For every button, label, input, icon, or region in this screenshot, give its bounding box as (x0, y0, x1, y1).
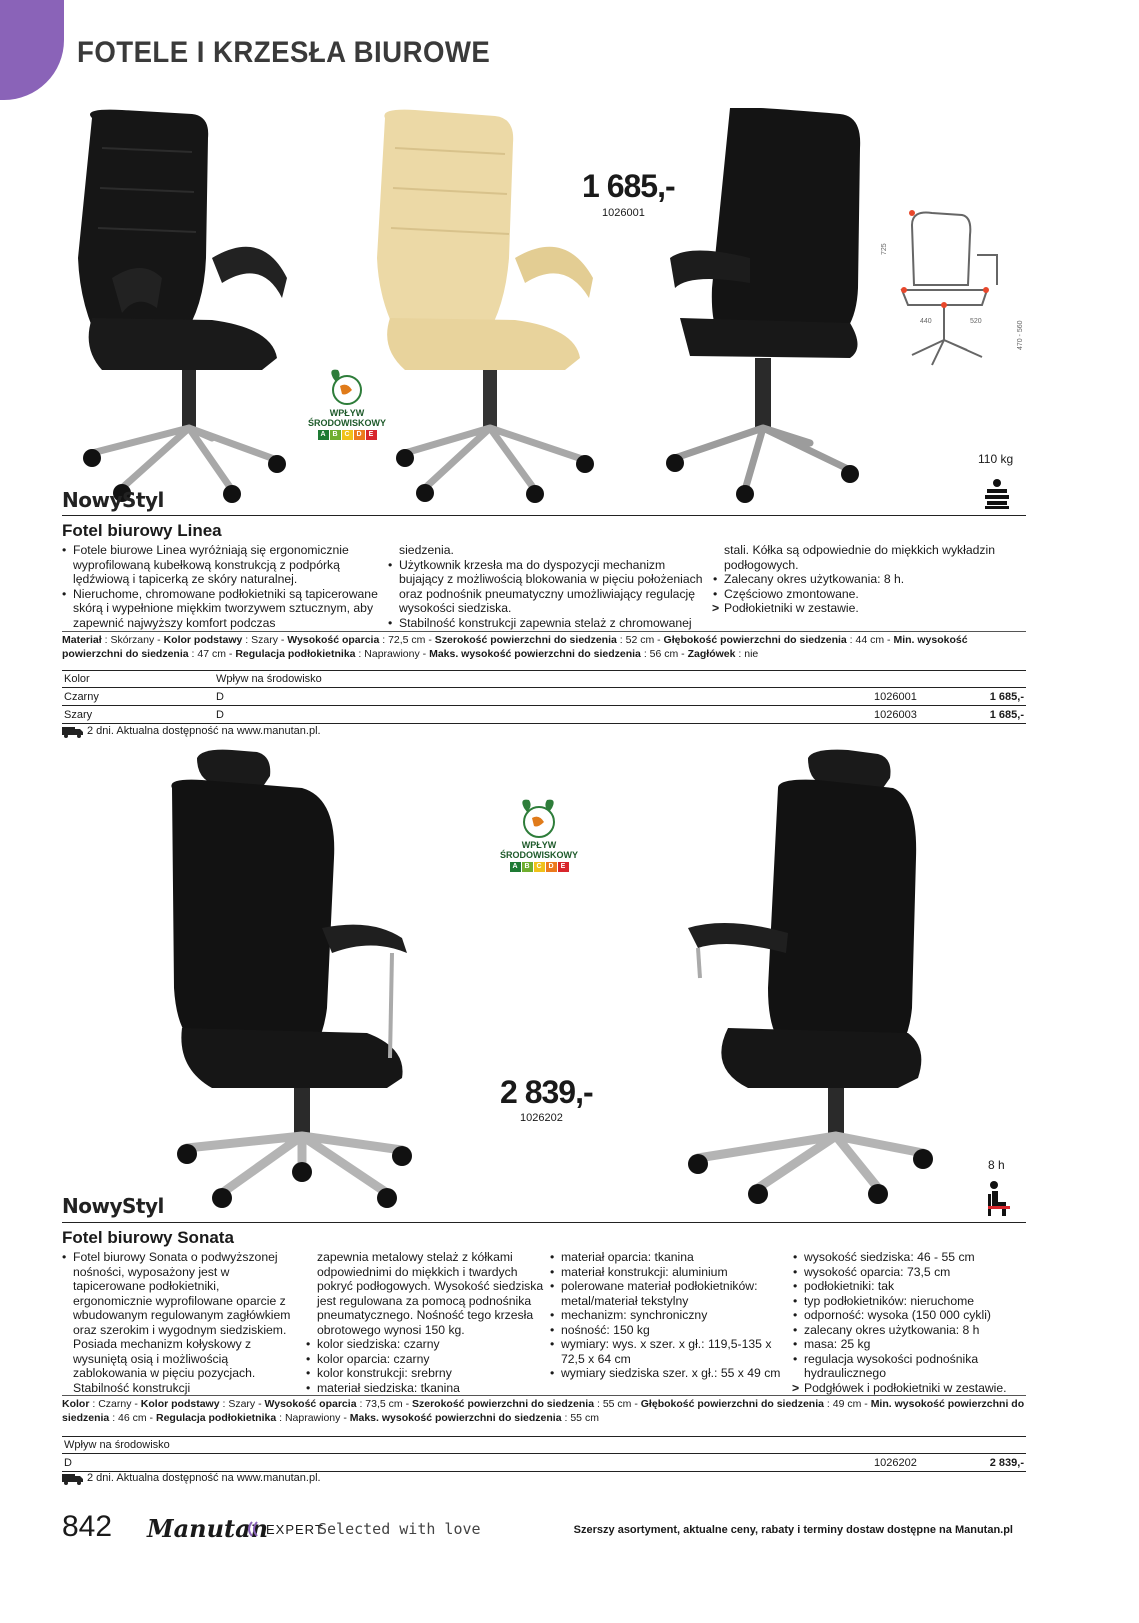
dim-seat-height: 470 - 560 (1017, 320, 1024, 350)
desc-item: • kolor oparcia: czarny (306, 1352, 544, 1367)
delivery-truck-icon (62, 1473, 84, 1485)
spec-value: 47 cm (197, 648, 226, 660)
spec-value: Szary (251, 634, 278, 646)
cell-eco: D (64, 1457, 72, 1469)
specs-divider (62, 1395, 1026, 1396)
desc-item: • materiał konstrukcji: aluminium (550, 1265, 786, 1280)
table-header-row (62, 671, 1026, 688)
spec-value: Szary (228, 1398, 256, 1410)
desc-item: • Fotele biurowe Linea wyróżniają się ergonomicznie wyprofilowaną kubełkową konstrukcją z podpórką lędźwiową i tapicerką ze skóry naturalnej. (62, 543, 382, 587)
desc-item: • materiał oparcia: tkanina (550, 1250, 786, 1265)
eco-grade-e: E (366, 430, 377, 440)
spec-value: 55 cm (570, 1412, 599, 1424)
cell-code: 1026001 (874, 691, 917, 703)
column-header-kolor: Kolor (64, 673, 90, 685)
desc-item: • kolor siedziska: czarny (306, 1337, 544, 1352)
product1-specs: Materiał : Skórzany - Kolor podstawy : Szary - Wysokość oparcia : 72,5 cm - Szerokość powierzchni do siedzenia : 52 cm - Głębokość powierzchni do siedzenia : 44 cm - Min. wysokość powierzchni do siedzenia : 47 cm - Regulacja podłokietnika : Naprawiony - Maks. wysokość powierzchni do siedzenia : 56 cm - Zagłówek : nie (62, 634, 968, 660)
spec-key: Zagłówek (687, 648, 736, 660)
spec-value: Czarny (98, 1398, 132, 1410)
specs-divider (62, 631, 1026, 632)
spec-value: nie (744, 648, 759, 660)
spec-value: 55 cm (602, 1398, 632, 1410)
spec-key: Szerokość powierzchni do siedzenia (434, 634, 617, 646)
eco-grade-a: A (318, 430, 329, 440)
product1-title: Fotel biurowy Linea (62, 521, 222, 540)
spec-key: Szerokość powierzchni do siedzenia (412, 1398, 595, 1410)
expert-label: EXPERT (266, 1522, 324, 1537)
eco-label-line2: ŚRODOWISKOWY (500, 850, 578, 860)
product2-availability: 2 dni. Aktualna dostępność na www.manutan.pl. (87, 1472, 321, 1484)
page-title: FOTELE I KRZESŁA BIUROWE (77, 36, 491, 69)
desc-item: • wymiary siedziska szer. x gł.: 55 x 49 cm (550, 1366, 786, 1381)
spec-key: Kolor podstawy (140, 1398, 220, 1410)
chair-linea-back-image (650, 108, 880, 503)
desc-item: • Częściowo zmontowane. (713, 587, 1023, 602)
product1-price: 1 685,- (582, 168, 675, 204)
cell-price: 2 839,- (989, 1457, 1024, 1469)
spec-value: 72,5 cm (388, 634, 426, 646)
desc-item: • masa: 25 kg (793, 1337, 1025, 1352)
product2-desc-col3 (550, 1250, 786, 1381)
product2-price: 2 839,- (500, 1074, 593, 1110)
eco-label-line1: WPŁYW (521, 840, 557, 850)
desc-item: • Fotel biurowy Sonata o podwyższonej nośności, wyposażony jest w tapicerowane podłokietniki, ergonomicznie wyprofilowane oparcie z wbudowanym regulowanym zagłówkiem oraz szerokim i wygodnym siedziskiem. Posiada mechanizm kołyskowy z wysuniętą osią i możliwością zablokowania w pięciu pozycjach. Stabilność konstrukcji (62, 1250, 300, 1395)
seated-person-icon (986, 1180, 1012, 1218)
desc-item: • wymiary: wys. x szer. x gł.: 119,5-135 x 72,5 x 64 cm (550, 1337, 786, 1366)
cell-price: 1 685,- (989, 691, 1024, 703)
section-divider (62, 1222, 1026, 1223)
spec-value: 52 cm (625, 634, 655, 646)
spec-value: 44 cm (855, 634, 885, 646)
desc-item: • polerowane materiał podłokietników: metal/materiał tekstylny (550, 1279, 786, 1308)
spec-value: Naprawiony (284, 1412, 341, 1424)
column-header-eco: Wpływ na środowisko (216, 673, 322, 685)
spec-key: Kolor (62, 1398, 90, 1410)
spec-key: Wysokość oparcia (287, 634, 380, 646)
chair-sonata-front-image (162, 748, 417, 1210)
section-divider (62, 515, 1026, 516)
spec-key: Kolor podstawy (163, 634, 243, 646)
spec-value: 56 cm (649, 648, 679, 660)
chair-linea-cream-image (365, 108, 605, 503)
spec-key: Głębokość powierzchni do siedzenia (663, 634, 847, 646)
manutan-swoosh-icon (244, 1521, 264, 1537)
dim-width: 520 (970, 318, 982, 325)
footer-tagline: Selected with love (318, 1520, 481, 1538)
leaf-globe-icon (500, 796, 578, 840)
eco-grade-a: A (510, 862, 521, 872)
brand-logo-nowystyl: NowyStyl (62, 488, 164, 512)
desc-item: • kolor konstrukcji: srebrny (306, 1366, 544, 1381)
eco-grade-c: C (342, 430, 353, 440)
product1-price-code: 1026001 (602, 207, 645, 219)
product2-title: Fotel biurowy Sonata (62, 1228, 234, 1247)
eco-grade-b: B (330, 430, 341, 440)
spec-key: Min. wysokość powierzchni do siedzenia (62, 1398, 1025, 1424)
spec-value: 73,5 cm (365, 1398, 403, 1410)
eco-grade-e: E (558, 862, 569, 872)
table-header-row (62, 1437, 1026, 1454)
product1-variant-table (62, 670, 1026, 726)
eco-label-line1: WPŁYW (329, 408, 365, 418)
product1-desc-col2 (388, 543, 710, 630)
cell-price: 1 685,- (989, 709, 1024, 721)
table-row[interactable] (62, 689, 1026, 706)
weight-capacity-label: 110 kg (978, 452, 1014, 466)
spec-value: Naprawiony (364, 648, 420, 660)
eco-grade-c: C (534, 862, 545, 872)
eco-grade-scale (308, 430, 386, 440)
desc-item: • regulacja wysokości podnośnika hydraulicznego (793, 1352, 1025, 1381)
product1-availability: 2 dni. Aktualna dostępność na www.manutan.pl. (87, 725, 321, 737)
usage-hours-label: 8 h (988, 1158, 1005, 1172)
desc-item: > Podłokietniki w zestawie. (713, 601, 1023, 616)
desc-item: • materiał siedziska: tkanina (306, 1381, 544, 1396)
chair-linea-black-image (62, 108, 302, 503)
desc-item: • mechanizm: synchroniczny (550, 1308, 786, 1323)
weight-capacity-icon (984, 478, 1010, 510)
manutan-logo: Manutan (147, 1514, 269, 1543)
spec-value: 49 cm (832, 1398, 862, 1410)
cell-eco: D (216, 709, 224, 721)
spec-key: Wysokość oparcia (264, 1398, 357, 1410)
desc-item: • wysokość siedziska: 46 - 55 cm (793, 1250, 1025, 1265)
spec-key: Materiał (62, 634, 102, 646)
table-row[interactable] (62, 1455, 1026, 1472)
product2-specs: Kolor : Czarny - Kolor podstawy : Szary - Wysokość oparcia : 73,5 cm - Szerokość powierzchni do siedzenia : 55 cm - Głębokość powierzchni do siedzenia : 49 cm - Min. wysokość powierzchni do siedzenia : 46 cm - Regulacja podłokietnika : Naprawiony - Maks. wysokość powierzchni do siedzenia : 55 cm (62, 1398, 1025, 1424)
spec-key: Głębokość powierzchni do siedzenia (640, 1398, 824, 1410)
eco-grade-scale (500, 862, 578, 872)
spec-key: Min. wysokość powierzchni do siedzenia (62, 634, 968, 660)
desc-item: • typ podłokietników: nieruchome (793, 1294, 1025, 1309)
cell-kolor: Szary (64, 709, 93, 721)
eco-grade-d: D (354, 430, 365, 440)
column-header-eco: Wpływ na środowisko (64, 1439, 170, 1451)
dim-depth: 440 (920, 318, 932, 325)
page-number: 842 (62, 1510, 113, 1543)
product1-desc-col1 (62, 543, 382, 630)
cell-eco: D (216, 691, 224, 703)
eco-impact-badge (500, 796, 578, 872)
spec-value: Skórzany (110, 634, 155, 646)
desc-item: • Nieruchome, chromowane podłokietniki są tapicerowane skórą i wypełnione miękkim tworzywem sztucznym, aby zapewnić najwyższy komfort podczas (62, 587, 382, 631)
cell-kolor: Czarny (64, 691, 99, 703)
desc-item: • odporność: wysoka (150 000 cykli) (793, 1308, 1025, 1323)
desc-item: • Zalecany okres użytkowania: 8 h. (713, 572, 1023, 587)
desc-item: zapewnia metalowy stelaż z kółkami odpowiednimi do miękkich i twardych pokryć podłogowych. Wysokość siedziska jest regulowana za pomocą podnośnika pneumatycznego. Nośność tego krzesła obrotowego wynosi 150 kg. (317, 1250, 544, 1337)
table-row[interactable] (62, 707, 1026, 724)
spec-key: Regulacja podłokietnika (235, 648, 356, 660)
desc-item: > Podgłówek i podłokietniki w zestawie. (793, 1381, 1025, 1396)
spec-key: Maks. wysokość powierzchni do siedzenia (349, 1412, 562, 1424)
product2-desc-col1 (62, 1250, 300, 1395)
footer-info-text: Szerszy asortyment, aktualne ceny, rabaty i terminy dostaw dostępne na (573, 1524, 955, 1536)
desc-item: stali. Kółka są odpowiednie do miękkich wykładzin podłogowych. (724, 543, 995, 572)
delivery-truck-icon (62, 726, 84, 738)
desc-item: • nośność: 150 kg (550, 1323, 786, 1338)
chair-sonata-back-image (668, 748, 943, 1210)
eco-grade-d: D (546, 862, 557, 872)
desc-item: • podłokietniki: tak (793, 1279, 1025, 1294)
desc-item: • Stabilność konstrukcji zapewnia stelaż z chromowanej (388, 616, 710, 631)
spec-key: Maks. wysokość powierzchni do siedzenia (429, 648, 641, 660)
corner-accent (0, 0, 64, 100)
chair-dimension-diagram (872, 205, 1032, 370)
product2-variant-table (62, 1436, 1026, 1474)
product2-desc-col4 (793, 1250, 1025, 1395)
cell-code: 1026003 (874, 709, 917, 721)
desc-item: siedzenia. (399, 543, 454, 557)
footer-info (574, 1524, 1013, 1536)
dim-height: 725 (881, 243, 888, 255)
eco-grade-b: B (522, 862, 533, 872)
product2-desc-col2 (306, 1250, 544, 1395)
product2-price-code: 1026202 (520, 1112, 563, 1124)
cell-code: 1026202 (874, 1457, 917, 1469)
spec-key: Regulacja podłokietnika (155, 1412, 277, 1424)
eco-label-line2: ŚRODOWISKOWY (308, 418, 386, 428)
desc-item: • Użytkownik krzesła ma do dyspozycji mechanizm bujający z możliwością blokowania w pięciu położeniach oraz podnośnik pneumatyczny umożliwiający regulację wysokości siedziska. (388, 558, 710, 616)
eco-impact-badge (308, 368, 386, 440)
desc-item: • zalecany okres użytkowania: 8 h (793, 1323, 1025, 1338)
desc-item: • wysokość oparcia: 73,5 cm (793, 1265, 1025, 1280)
product1-desc-col3 (713, 543, 1023, 616)
brand-logo-nowystyl: NowyStyl (62, 1194, 164, 1218)
footer-info-link[interactable]: Manutan.pl (954, 1524, 1013, 1536)
leaf-globe-icon (308, 368, 386, 408)
spec-value: 46 cm (118, 1412, 147, 1424)
